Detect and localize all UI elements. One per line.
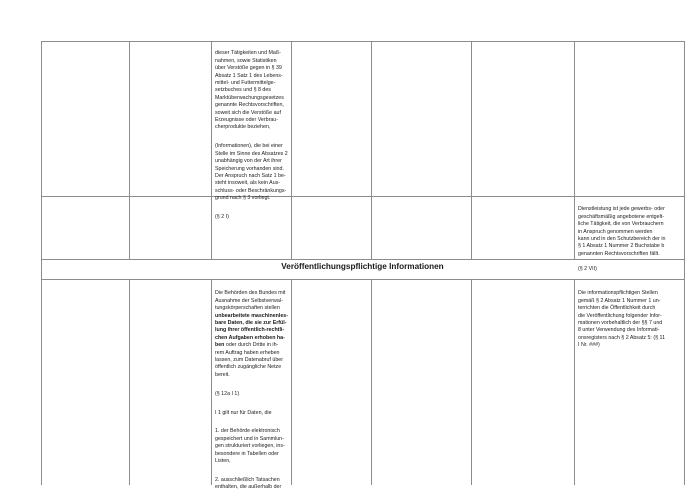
- row3-col3-reference: (§ 12a I 1): [215, 390, 240, 397]
- row-divider-1: [41, 196, 685, 197]
- row3-col3-text-pre: Die Behörden des Bundes mit Ausnahme der Selbstverwal- tungskörperschaften stellen: [215, 290, 286, 312]
- column-divider-5: [471, 41, 472, 259]
- row3-col7-paragraph: Die informationspflichtigen Stellen gemäß § 2 Absatz 1 Nummer 1 un- terrichten die Öffentlichkeit durch die Veröffentlichung folgender Infor- mationen vorbehaltlich der §§ 7 und 8 unter Verwendung des Informati- onsregisters nach § 2 Absatz 5: (§ 11 I Nr. ###): [578, 290, 666, 349]
- column-divider-1: [129, 41, 130, 259]
- column-divider-4: [371, 41, 372, 259]
- row1-col3-reference: (§ 2 I): [215, 213, 229, 220]
- row3-col3-text-post: oder durch Dritte in ih- rem Auftrag haben erheben lassen, zum Datenabruf über öffentlich zugängliche Netze bereit.: [215, 342, 284, 378]
- row2-col7-cell: [578, 199, 683, 272]
- column-divider-6: [574, 41, 575, 259]
- row2-col7-paragraph: Dienstleistung ist jede gewerbs- oder geschäftsmäßig angebotene entgelt- liche Tätigkeit, die von Verbrauchern in Anspruch genommen werden kann und in den Schutzbereich der in § 1 Absatz 1 Nummer 2 Buchstabe b genannten Rechtsvorschriften fällt.: [578, 206, 666, 257]
- row1-col3-paragraph-2: (Informationen), die bei einer Stelle im Sinne des Absatzes 2 unabhängig von der Art ihrer Speicherung vorhanden sind. Der Anspruch nach Satz 1 be- steht insoweit, als kein Aus- schluss- oder Beschränkungs- grund nach § 3 vorliegt.: [215, 143, 288, 202]
- column-divider-2-lower: [211, 279, 212, 485]
- row3-col3-text-bold: unbearbeitete maschinenles- bare Daten, die sie zur Erfül- lung ihrer öffentlich-rechtli- chen Aufgaben erhoben ha- ben: [215, 312, 289, 349]
- row3-col3-paragraph-3: 1. der Behörde elektronisch gespeichert und in Sammlun- gen strukturiert vorliegen, ins- besondere in Tabellen oder Listen,: [215, 428, 285, 464]
- column-divider-1-lower: [129, 279, 130, 485]
- column-divider-4-lower: [371, 279, 372, 485]
- column-divider-5-lower: [471, 279, 472, 485]
- column-divider-6-lower: [574, 279, 575, 485]
- row1-col3-paragraph-1: dieser Tätigkeiten und Maß- nahmen, sowie Statistiken über Verstöße gegen in § 39 Absatz 1 Satz 1 des Lebens- mittel- und Futtermittelge- setzbuches und § 8 des Marktüberwachungsgesetzes genannte Rechtsvorschriften, soweit sich die Verstöße auf Erzeugnisse oder Verbrau- cherprodukte beziehen,: [215, 50, 284, 131]
- table-border-top: [41, 41, 685, 42]
- row3-col3-paragraph-1: [215, 290, 291, 379]
- row3-col7-cell: [578, 283, 683, 353]
- row3-col3-cell: [215, 283, 291, 491]
- table-border-right: [684, 41, 685, 485]
- section-title: Veröffentlichungspflichtige Informationen: [281, 262, 444, 271]
- row3-col3-paragraph-2: I 1 gilt nur für Daten, die: [215, 409, 272, 416]
- column-divider-3: [291, 41, 292, 259]
- row2-col7-reference: (§ 2 VII): [578, 265, 597, 272]
- row1-col3-cell: [215, 43, 291, 220]
- row3-col3-paragraph-4: 2. ausschließlich Tatsachen enthalten, die außerhalb der: [215, 476, 282, 491]
- column-divider-3-lower: [291, 279, 292, 485]
- column-divider-2: [211, 41, 212, 259]
